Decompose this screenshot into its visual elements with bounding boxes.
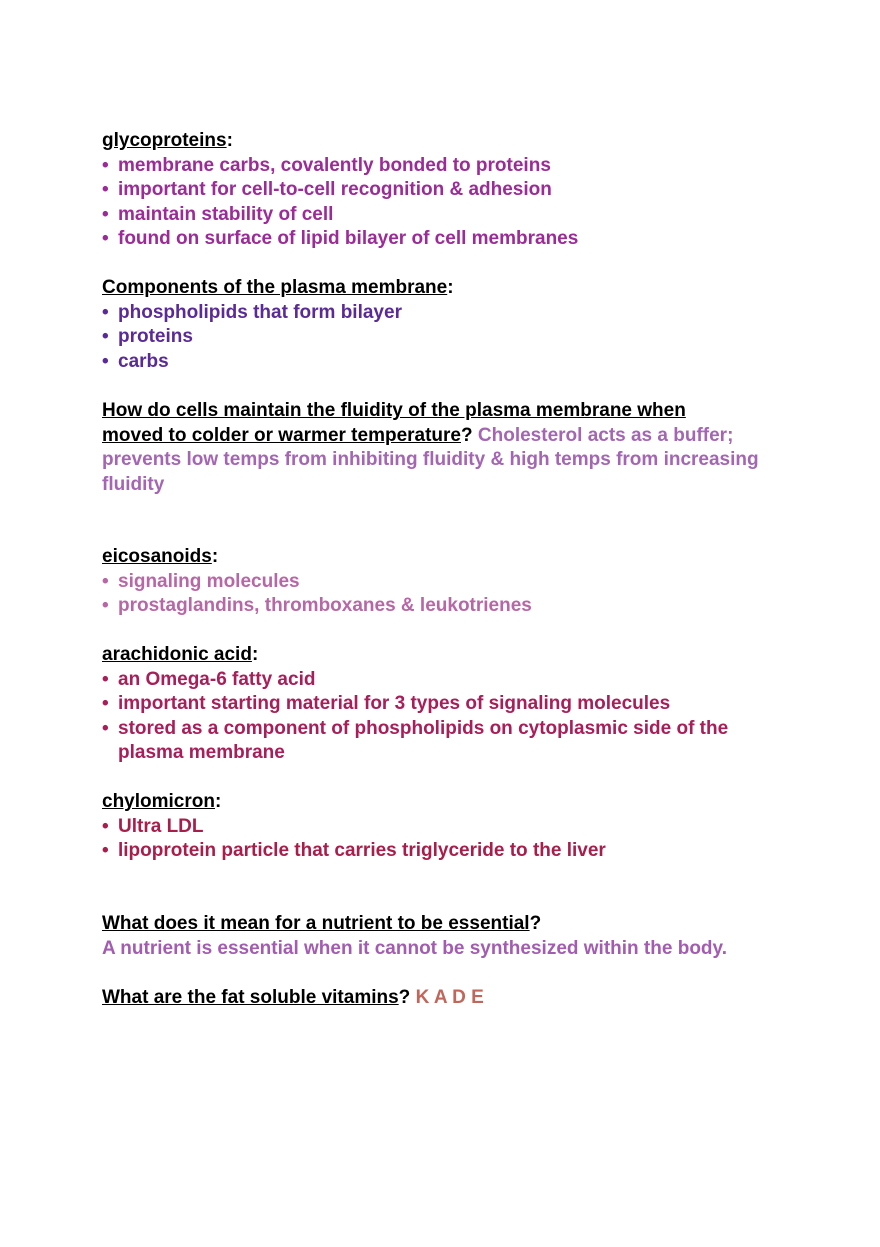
fluidity-section bbox=[102, 399, 792, 497]
vitamins-answer: K A D E bbox=[415, 987, 484, 1008]
list-item: • prostaglandins, thromboxanes & leukotrienes bbox=[102, 594, 802, 619]
eicosanoids-heading: eicosanoids: bbox=[102, 546, 219, 567]
components-list bbox=[102, 301, 802, 375]
arachidonic-heading: arachidonic acid: bbox=[102, 644, 259, 665]
list-item: • phospholipids that form bilayer bbox=[102, 301, 802, 326]
list-item: • maintain stability of cell bbox=[102, 203, 802, 228]
list-item: • proteins bbox=[102, 325, 802, 350]
vitamins-section bbox=[102, 986, 802, 1011]
list-item: • Ultra LDL bbox=[102, 815, 802, 840]
list-item: • membrane carbs, covalently bonded to proteins bbox=[102, 154, 802, 179]
chylomicron-section bbox=[102, 790, 802, 864]
fluidity-question: How do cells maintain the fluidity of the plasma membrane when moved to colder or warmer temperature? Cholesterol acts as a buffer; prevents low temps from inhibiting fluidity & high temps from increasing fluidity bbox=[102, 400, 759, 495]
list-item: • carbs bbox=[102, 350, 802, 375]
essential-question: What does it mean for a nutrient to be essential? bbox=[102, 913, 542, 934]
eicosanoids-list bbox=[102, 570, 802, 619]
list-item: • stored as a component of phospholipids on cytoplasmic side of the plasma membrane bbox=[102, 717, 782, 766]
essential-answer: A nutrient is essential when it cannot be synthesized within the body. bbox=[102, 937, 727, 959]
list-item: • found on surface of lipid bilayer of cell membranes bbox=[102, 227, 802, 252]
eicosanoids-section bbox=[102, 545, 802, 619]
components-section bbox=[102, 276, 802, 374]
arachidonic-list bbox=[102, 668, 782, 766]
glycoproteins-list bbox=[102, 154, 802, 252]
components-heading: Components of the plasma membrane: bbox=[102, 277, 454, 298]
glycoproteins-heading: glycoproteins: bbox=[102, 130, 233, 151]
chylomicron-heading: chylomicron: bbox=[102, 791, 222, 812]
list-item: • signaling molecules bbox=[102, 570, 802, 595]
glycoproteins-section bbox=[102, 129, 802, 252]
essential-section bbox=[102, 912, 822, 961]
list-item: • important starting material for 3 types of signaling molecules bbox=[102, 692, 782, 717]
vitamins-question: What are the fat soluble vitamins? K A D E bbox=[102, 987, 484, 1008]
fluidity-answer: Cholesterol acts as a buffer; prevents low temps from inhibiting fluidity & high temps from increasing fluidity bbox=[102, 424, 759, 495]
list-item: • important for cell-to-cell recognition & adhesion bbox=[102, 178, 802, 203]
list-item: • lipoprotein particle that carries triglyceride to the liver bbox=[102, 839, 802, 864]
arachidonic-section bbox=[102, 643, 782, 766]
list-item: • an Omega-6 fatty acid bbox=[102, 668, 782, 693]
chylomicron-list bbox=[102, 815, 802, 864]
